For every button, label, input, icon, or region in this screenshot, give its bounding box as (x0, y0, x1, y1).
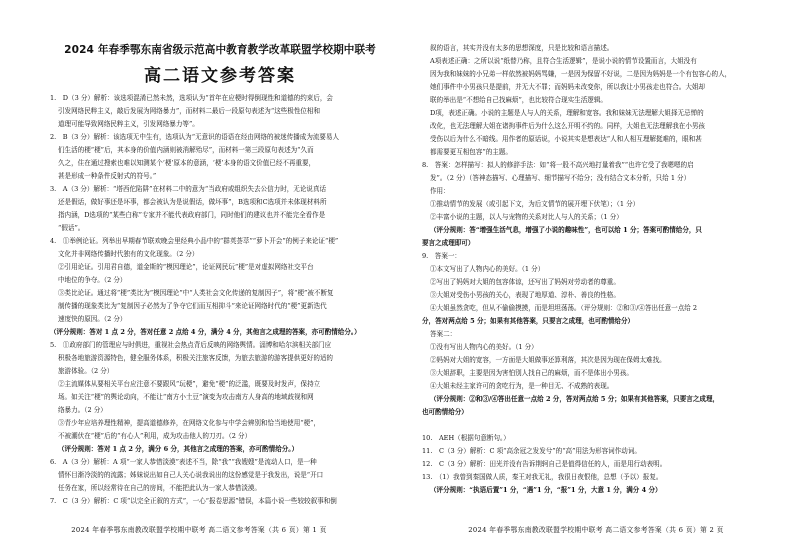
text-line: 引发网络民粹主义，敲后发展为网络暴力”，而材料二最后一段原句表述为“这些极性位相和 (58, 107, 321, 115)
text-line: 积极各地旅游资源特色，健全服务体系，积极关注旅客反馈，为旅去旅游的游客提供更好的适的 (58, 354, 333, 362)
text-line: （评分规则：答对 1 点 2 分，满分 6 分，其他言之成理的答案，亦可酌情给分。） (58, 445, 299, 453)
text-line: ①推动情节的发展（或引起下文，为后文情节的展开埋下伏笔）；（1 分） (430, 200, 640, 208)
text-line: D项，表述正确。小说的主题是人与人的关系，理解和宽容。我和妹妹无法理解大姐择无忌惮的 (430, 109, 704, 117)
text-line: 2. B（3 分）解析：该选项无中生有，选项认为“无意识的语语在经由网络的被迷传播成为流要易人 (50, 133, 340, 141)
text-line: ④大姐虽然贪吃，但从不偷偷摸摸，而是坦坦荡荡。（评分规则：②和③/④答出任意一点给 2 (430, 304, 698, 312)
text-line: 9. 答案一： (422, 252, 461, 260)
text-line: 8. 答案：怎样描写：拟人的修辞手法：如“将一股不高兴地打量着我”“也许它受了我嗯嗯的启 (422, 161, 694, 169)
text-line: 络暴力。（2 分） (58, 406, 107, 414)
page-2-footer: 2024 年春季鄂东南教改联盟学校期中联考 高二语文参考答案（共 6 页）第 2 页 (468, 526, 724, 534)
page-1-content (50, 92, 390, 508)
text-line: 还是假话，做好事还是坏事，都会被认为是说假话，做坏事”，B选项和C选项并未体现材料所 (58, 198, 327, 206)
text-line: 5. ①政府部门的管理应与时俱进，重视社会热点背后反映的网络舆情。淄博和哈尔滨相关部门应 (50, 341, 332, 349)
text-line: 4. ①举例论证。列举出早期春节联欢晚会里经典小品中的“群英荟萃”“萝卜开会”的例子来论证“梗” (50, 237, 339, 245)
text-line: ③青少年应培养理性精神，提高道德修养，在网络文化参与中学会辨别和恰当地使用“梗”， (58, 419, 321, 427)
text-line: （评分规则：“执语后置”1 分，“遇”1 分，“报”1 分，大意 1 分，满分 4 分） (430, 486, 662, 494)
text-line: ①本文写出了人物内心的美好。（1 分） (430, 265, 545, 273)
text-line: 11. C（3 分）解析：C 项“高余冠之发发兮”的“高”用法为形容词作动词。 (422, 447, 641, 455)
text-line: ②主流媒体从要相关平台应注意不要跟风“玩梗”，避免“梗”的泛滥，既要及时发声，保持立 (58, 380, 321, 388)
text-line: 10. AEH（根据句意断句。） (422, 434, 510, 442)
text-line: 任务在家，所以经常待在自己的房间，不能把此认为一家人恭惜淡漠。 (58, 484, 261, 492)
text-line: （评分规则：②和③/④答出任意一点给 2 分，答对两点给 5 分；如果有其他答案，只要言之成理， (430, 395, 720, 403)
text-line: 甚是形成一种条件反射式的符号。” (58, 172, 157, 180)
text-line: 道理可能导致网络民粹主义，引发网络暴力等”。 (58, 120, 199, 128)
text-line: 7. C（3 分）解析：C 项“以完全正叙的方式”，一心“报卷思源”错误，本篇小说一些较较叙事和倒 (50, 497, 337, 505)
text-line: ③大姐辞职，主要是因为害怕别人找自己的麻烦，而不是体出小男孩。 (430, 369, 633, 377)
answer-page-2 (398, 0, 794, 550)
text-line: 6. A（3 分）解析：A 项“一家人恭惜淡漠”表述不当，除“我”“我嫂嫂”是流动人口，是一种 (50, 458, 317, 466)
text-line: 作用： (430, 187, 450, 195)
text-line: 也可酌情给分） (422, 408, 468, 416)
text-line: 叙的语言，其实并没有太多的思想深度，只是比较和语言描述。 (430, 44, 614, 52)
text-line: ②丰富小说的主题，以人与宠物的关系对比人与人的关系；（1 分） (430, 213, 623, 221)
text-line: 速度快的原因。（2 分） (58, 315, 127, 323)
text-line: 13. （1）我曾到秦国做人质，秦王对我无礼，我很日夜恨他，总想（予以）报复。 (422, 473, 663, 481)
text-line: 发”。（2 分）（答神态描写、心理描写、细节描写不给分；没有结合文本分析，只给 1 分） (430, 174, 691, 182)
text-line: 12. C（3 分）解析：田光并没有告诉荆轲自己是值得信任的人，而是用行动表明。 (422, 460, 667, 468)
text-line: “假话”。 (58, 224, 85, 232)
text-line: 因为我和妹妹的小兄弟一样依然被妈妈骂嫌，一是因为保留不好说，二是因为妈妈是一个有包容心的人， (430, 70, 732, 78)
text-line: ②写出了妈妈对大姐的包容体谅，还写出了妈妈对劳动者的尊重。 (430, 278, 620, 286)
text-line: 受伤以后为什么不暗线。用作者的原话说，小说其实是想表达“人和人相互理解挺难的，眼和甚 (430, 135, 702, 143)
text-line: 旅游体验。（2 分） (58, 367, 114, 375)
text-line: 场。如关注“梗”的舆论动向，不能让“南方小土豆”演变为攻击南方人身高的地域歧视和网 (58, 393, 314, 401)
text-line: 分，答对两点给 5 分；如果有其他答案，只要言之成理，也可酌情给分） (422, 317, 635, 325)
text-line: ④大姐未经主家许可的贪吃行为，是一种目无、不成熟的表现。 (430, 382, 614, 390)
text-line: 她们事件中小男孩只是提前，并无大不罪；而妈妈未改变你，所以我让小男孩走也符合。大姐却 (430, 83, 705, 91)
text-line: ③大姐对受伤小男孩的关心，表现了地厚道、淳朴、善良的性格。 (430, 291, 620, 299)
exam-title: 2024 年春季鄂东南省级示范高中教育教学改革联盟学校期中联考 (64, 44, 376, 56)
answer-key-title: 高二语文参考答案 (144, 66, 296, 86)
text-line: 们生活的梗“梗”后，其本身的价值内涵则被消解殆尽”，而材料一第三段原句表述为“久而 (58, 146, 314, 154)
text-line: A项表述正确：之所以说“纸替乃称，且符合生活逻辑”，是说小说的情节设置而言，大姐没有 (430, 57, 697, 65)
page-1-footer: 2024 年春季鄂东南教改联盟学校期中联考 高二语文参考答案（共 6 页）第 1 页 (71, 526, 327, 534)
text-line: 文化并非网络传播时代独有的文化现象。（2 分） (58, 250, 199, 258)
text-line: ②引用论证。引用君自德，道金斯的“模因理论”，论证网民玩“梗”是对虚拟网络社交平台 (58, 263, 314, 271)
text-line: 答案二： (430, 330, 457, 338)
text-line (422, 419, 774, 432)
text-line: 1. D（3 分）解析：该选项混淆已然未然，选项认为“首年在应梗时得倒现性和道德的约束后，会 (50, 94, 333, 102)
text-line: ①没有写出人物内心的美好。（1 分） (430, 343, 538, 351)
text-line: 3. A（3 分）解析：“塔西佗陷阱”在材料二中的意为“当政府或组织失去公信力时，无论说真话 (50, 185, 327, 193)
text-line: 久之，住在通过搜索也难以知测某个‘梗’原本的意涵，‘梗’本身的语文价值已经不再重要， (58, 159, 316, 167)
text-line: ③类比论证。通过将“梗”类比为“模因理论”中“人类社会文化传递的复制因子”，将“梗”被不断复 (58, 289, 334, 297)
text-line: 改化，也无法理解大姐在诸拘事件后为什么这么开明不约的。同样，大姐也无法理解我在小男孩 (430, 122, 705, 130)
text-line: 指内涵，D选项的“某些白称”专家并不能代表政府部门，同时他们的建议也并不能完全看作是 (58, 211, 326, 219)
text-line: （评分规则：答“增强生活气息，增强了小说的趣味性”，也可以给 1 分；答案可酌情给分，只 (430, 226, 702, 234)
text-line: （评分规则：答对 1 点 2 分，答对任意 2 点给 4 分，满分 4 分，其他言之成理的答案，亦可酌情给分。） (50, 328, 361, 336)
page-2-content (422, 42, 774, 497)
text-line: ②妈妈对大姐的宽容，一方面是大姐做事还算利落，其次是因为现在保姆太难找。 (430, 356, 666, 364)
text-line: 都需要更互相包容”的主题。 (430, 148, 512, 156)
text-line: 制传播的现象类比为“复制因子必然为了争夺它们而互相抑斗”来论证网络时代的“梗”更新迭代 (58, 302, 327, 310)
text-line: 联的举出是“不想给自己找麻烦”，也比较符合现实生活逻辑。 (430, 96, 607, 104)
text-line: 不被潮伏在“梗”后的“有心人”利用，成为攻击他人的刀刃。（2 分） (58, 432, 252, 440)
text-line: 中地位的争夺。（2 分） (58, 276, 127, 284)
text-line: 要言之成理即可） (422, 239, 475, 247)
text-line: 情怀目渐冷淡的的流露；姊妹说出如自己人关心说我说出的这份感觉是于我发出，说是“开口 (58, 471, 324, 479)
